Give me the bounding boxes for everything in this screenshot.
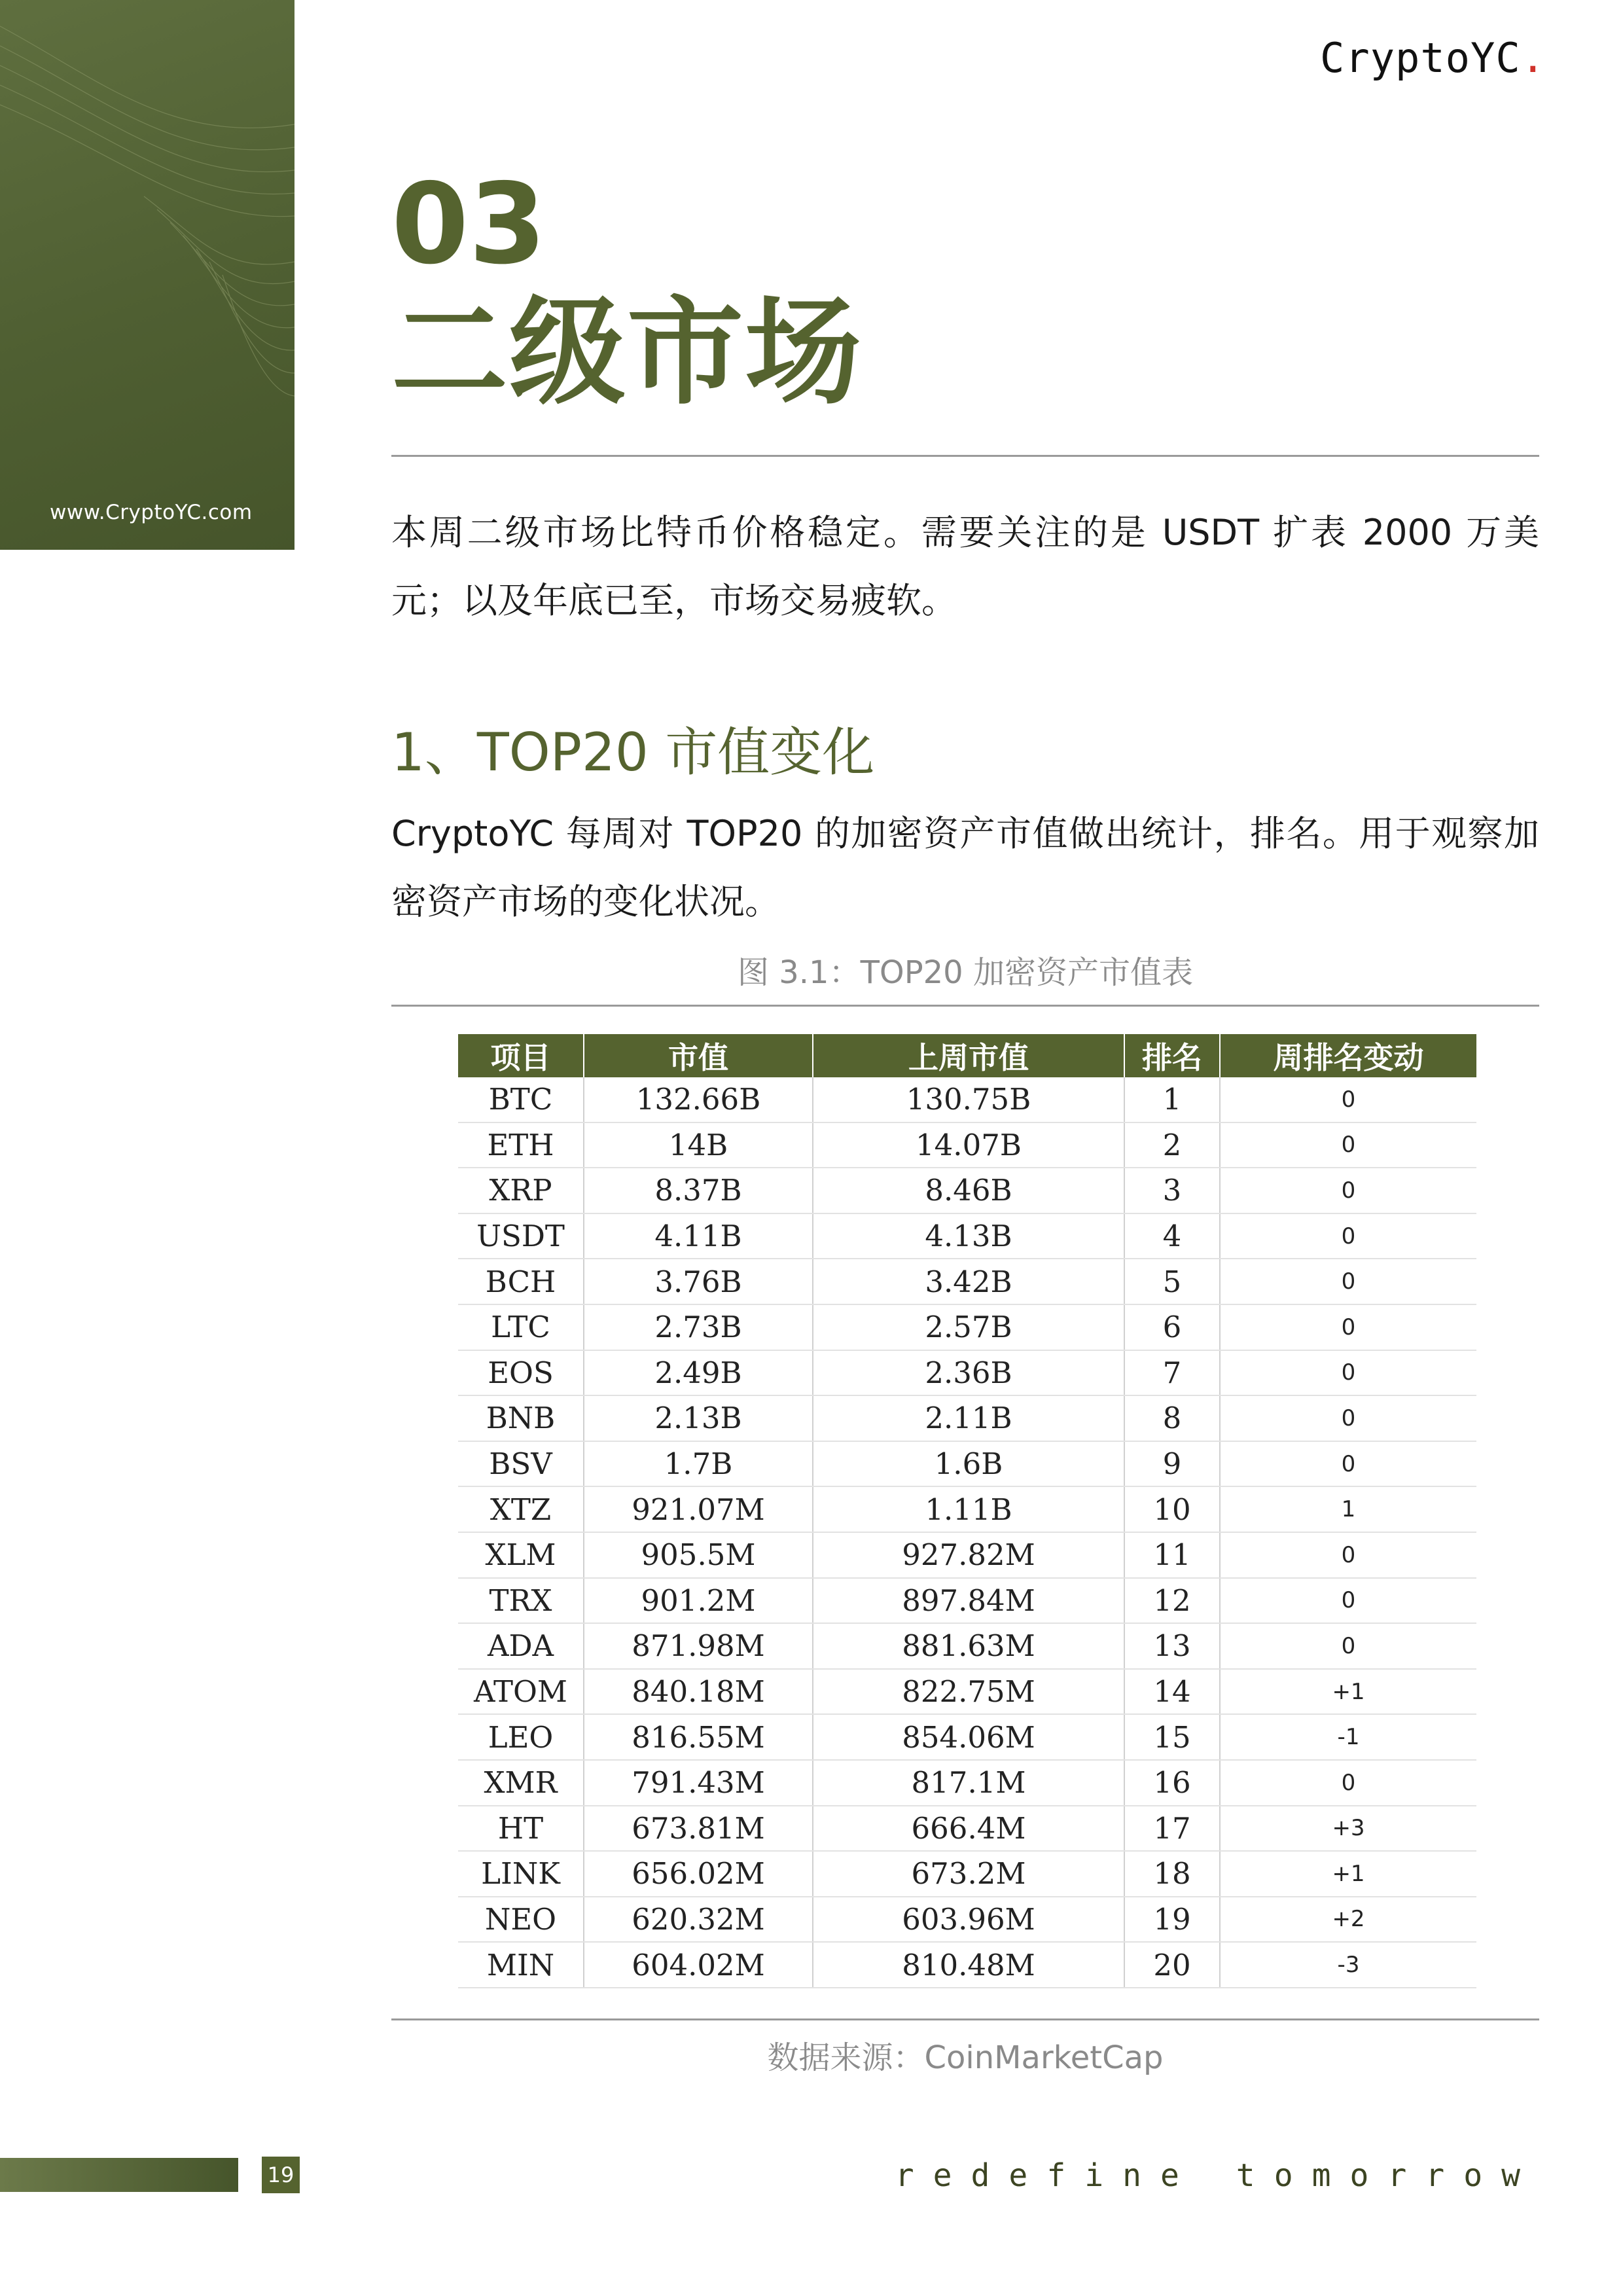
cell-rank: 13: [1124, 1623, 1220, 1669]
cell-market-cap: 901.2M: [584, 1578, 813, 1624]
cell-rank-change: 1: [1220, 1486, 1476, 1532]
cell-rank-change: +1: [1220, 1669, 1476, 1715]
table-bottom-divider: [391, 2018, 1539, 2020]
cell-project: XMR: [458, 1760, 584, 1806]
cell-last-week-cap: 822.75M: [813, 1669, 1124, 1715]
cell-rank: 2: [1124, 1122, 1220, 1168]
cell-rank-change: 0: [1220, 1077, 1476, 1122]
cell-project: ATOM: [458, 1669, 584, 1715]
cell-last-week-cap: 130.75B: [813, 1077, 1124, 1122]
cell-last-week-cap: 14.07B: [813, 1122, 1124, 1168]
cell-last-week-cap: 603.96M: [813, 1897, 1124, 1943]
cell-project: XLM: [458, 1532, 584, 1578]
cell-market-cap: 2.49B: [584, 1350, 813, 1396]
wave-lines-decoration: [0, 0, 294, 550]
cell-market-cap: 620.32M: [584, 1897, 813, 1943]
cell-rank: 12: [1124, 1578, 1220, 1624]
cell-rank-change: 0: [1220, 1213, 1476, 1259]
cell-project: LTC: [458, 1304, 584, 1350]
figure-caption: 图 3.1：TOP20 加密资产市值表: [738, 954, 1193, 991]
cell-project: USDT: [458, 1213, 584, 1259]
brand-dot: .: [1520, 34, 1546, 82]
table-row: [458, 1806, 1476, 1852]
cell-project: NEO: [458, 1897, 584, 1943]
section-number: 03: [391, 160, 546, 289]
cell-project: BCH: [458, 1259, 584, 1304]
cell-rank-change: 0: [1220, 1259, 1476, 1304]
cell-market-cap: 2.73B: [584, 1304, 813, 1350]
footer-tagline: redefine tomorrow: [895, 2157, 1539, 2194]
cell-project: HT: [458, 1806, 584, 1852]
cell-project: XRP: [458, 1168, 584, 1213]
cell-market-cap: 921.07M: [584, 1486, 813, 1532]
cell-rank: 4: [1124, 1213, 1220, 1259]
intro-paragraph: 本周二级市场比特币价格稳定。需要关注的是 USDT 扩表 2000 万美元；以及年底已至，市场交易疲软。: [391, 512, 1539, 621]
cell-rank-change: 0: [1220, 1578, 1476, 1624]
table-row: [458, 1350, 1476, 1396]
table-row: [458, 1168, 1476, 1213]
table-row: [458, 1486, 1476, 1532]
cell-rank: 14: [1124, 1669, 1220, 1715]
cell-rank-change: 0: [1220, 1395, 1476, 1441]
cell-rank: 5: [1124, 1259, 1220, 1304]
table-row: [458, 1532, 1476, 1578]
cell-rank-change: -3: [1220, 1942, 1476, 1988]
cell-rank-change: -1: [1220, 1714, 1476, 1760]
cell-last-week-cap: 2.36B: [813, 1350, 1124, 1396]
cell-rank: 15: [1124, 1714, 1220, 1760]
cell-last-week-cap: 810.48M: [813, 1942, 1124, 1988]
cell-market-cap: 14B: [584, 1122, 813, 1168]
brand-logo: [1320, 34, 1546, 82]
cell-rank-change: 0: [1220, 1122, 1476, 1168]
table-row: [458, 1213, 1476, 1259]
table-row: [458, 1259, 1476, 1304]
cell-project: BSV: [458, 1441, 584, 1487]
cell-rank-change: 0: [1220, 1168, 1476, 1213]
cell-last-week-cap: 673.2M: [813, 1851, 1124, 1897]
table-header-row: [458, 1034, 1476, 1077]
cell-last-week-cap: 881.63M: [813, 1623, 1124, 1669]
cell-last-week-cap: 8.46B: [813, 1168, 1124, 1213]
cell-rank: 7: [1124, 1350, 1220, 1396]
cell-market-cap: 8.37B: [584, 1168, 813, 1213]
cell-rank: 6: [1124, 1304, 1220, 1350]
table-row: [458, 1122, 1476, 1168]
cell-rank: 19: [1124, 1897, 1220, 1943]
cell-project: BNB: [458, 1395, 584, 1441]
header-last-week-cap: 上周市值: [813, 1034, 1124, 1077]
cell-rank-change: 0: [1220, 1350, 1476, 1396]
cell-market-cap: 132.66B: [584, 1077, 813, 1122]
cell-market-cap: 871.98M: [584, 1623, 813, 1669]
cell-market-cap: 816.55M: [584, 1714, 813, 1760]
cell-market-cap: 656.02M: [584, 1851, 813, 1897]
cell-market-cap: 4.11B: [584, 1213, 813, 1259]
cell-last-week-cap: 3.42B: [813, 1259, 1124, 1304]
website-url: www.CryptoYC.com: [50, 501, 253, 524]
table-row: [458, 1897, 1476, 1943]
cell-rank-change: 0: [1220, 1623, 1476, 1669]
cell-rank-change: 0: [1220, 1532, 1476, 1578]
cell-project: ADA: [458, 1623, 584, 1669]
cell-project: LEO: [458, 1714, 584, 1760]
table-row: [458, 1760, 1476, 1806]
cell-last-week-cap: 4.13B: [813, 1213, 1124, 1259]
footer-bar: [0, 2158, 238, 2192]
table-row: [458, 1942, 1476, 1988]
cell-project: MIN: [458, 1942, 584, 1988]
table-row: [458, 1851, 1476, 1897]
cell-market-cap: 604.02M: [584, 1942, 813, 1988]
cell-rank-change: 0: [1220, 1441, 1476, 1487]
cell-rank-change: +1: [1220, 1851, 1476, 1897]
cell-last-week-cap: 897.84M: [813, 1578, 1124, 1624]
cell-rank-change: 0: [1220, 1760, 1476, 1806]
cell-market-cap: 3.76B: [584, 1259, 813, 1304]
page-number: 19: [262, 2157, 300, 2193]
cell-project: LINK: [458, 1851, 584, 1897]
table-row: [458, 1714, 1476, 1760]
cell-last-week-cap: 2.57B: [813, 1304, 1124, 1350]
subsection-heading: 1、TOP20 市值变化: [391, 722, 875, 783]
cell-market-cap: 2.13B: [584, 1395, 813, 1441]
cell-rank-change: +2: [1220, 1897, 1476, 1943]
cell-rank-change: +3: [1220, 1806, 1476, 1852]
cell-market-cap: 1.7B: [584, 1441, 813, 1487]
cell-last-week-cap: 2.11B: [813, 1395, 1124, 1441]
header-project: 项目: [458, 1034, 584, 1077]
header-rank: 排名: [1124, 1034, 1220, 1077]
table-row: [458, 1669, 1476, 1715]
cell-project: EOS: [458, 1350, 584, 1396]
cell-last-week-cap: 666.4M: [813, 1806, 1124, 1852]
cell-project: XTZ: [458, 1486, 584, 1532]
section-title: 二级市场: [391, 285, 863, 420]
cell-market-cap: 840.18M: [584, 1669, 813, 1715]
cell-rank: 8: [1124, 1395, 1220, 1441]
table-row: [458, 1304, 1476, 1350]
cell-rank: 9: [1124, 1441, 1220, 1487]
title-divider: [391, 455, 1539, 457]
cell-last-week-cap: 817.1M: [813, 1760, 1124, 1806]
cell-rank: 16: [1124, 1760, 1220, 1806]
table-row: [458, 1578, 1476, 1624]
cell-rank: 18: [1124, 1851, 1220, 1897]
cell-rank: 1: [1124, 1077, 1220, 1122]
table-row: [458, 1077, 1476, 1122]
cell-project: TRX: [458, 1578, 584, 1624]
cell-rank: 20: [1124, 1942, 1220, 1988]
brand-name: CryptoYC: [1320, 34, 1521, 82]
market-cap-table: [458, 1034, 1476, 1988]
header-market-cap: 市值: [584, 1034, 813, 1077]
cell-rank: 10: [1124, 1486, 1220, 1532]
caption-divider: [391, 1005, 1539, 1007]
cell-project: BTC: [458, 1077, 584, 1122]
cell-last-week-cap: 927.82M: [813, 1532, 1124, 1578]
cell-rank: 3: [1124, 1168, 1220, 1213]
cell-rank: 17: [1124, 1806, 1220, 1852]
cell-market-cap: 791.43M: [584, 1760, 813, 1806]
cell-last-week-cap: 1.11B: [813, 1486, 1124, 1532]
cell-market-cap: 673.81M: [584, 1806, 813, 1852]
data-source: 数据来源：CoinMarketCap: [767, 2039, 1164, 2076]
cell-last-week-cap: 854.06M: [813, 1714, 1124, 1760]
cell-market-cap: 905.5M: [584, 1532, 813, 1578]
cell-rank-change: 0: [1220, 1304, 1476, 1350]
subsection-paragraph: CryptoYC 每周对 TOP20 的加密资产市值做出统计，排名。用于观察加密资产市场的变化状况。: [391, 813, 1539, 922]
table-row: [458, 1623, 1476, 1669]
cell-rank: 11: [1124, 1532, 1220, 1578]
table-row: [458, 1441, 1476, 1487]
cell-last-week-cap: 1.6B: [813, 1441, 1124, 1487]
cell-project: ETH: [458, 1122, 584, 1168]
cover-side-panel: [0, 0, 294, 550]
header-rank-change: 周排名变动: [1220, 1034, 1476, 1077]
table-row: [458, 1395, 1476, 1441]
